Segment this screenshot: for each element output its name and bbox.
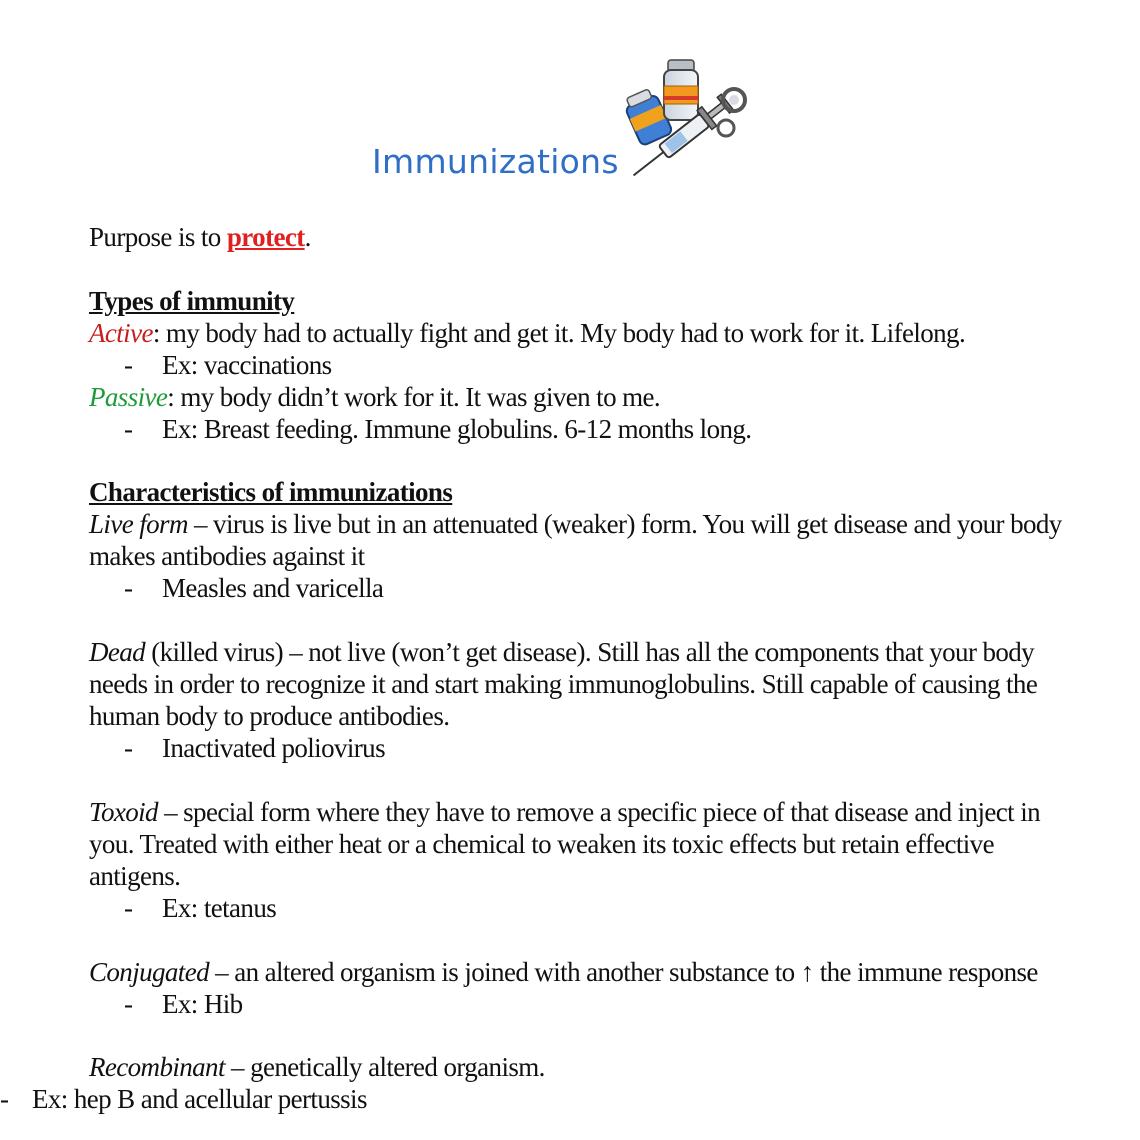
live-example [124, 572, 383, 604]
characteristics-heading: Characteristics of immunizations [89, 477, 453, 507]
bullet-dash: - [124, 350, 133, 380]
bullet-dash: - [124, 733, 133, 763]
dead-text-1: (killed virus) – not live (won’t get disease). Still has all the components that your body [145, 637, 1035, 667]
dead-line-1 [89, 636, 1034, 668]
bullet-dash: - [124, 573, 133, 603]
live-term: Live form [89, 509, 188, 539]
active-example-text: Ex: vaccinations [162, 350, 332, 380]
passive-example [124, 413, 751, 445]
toxoid-example-text: Ex: tetanus [162, 893, 277, 923]
purpose-prefix: Purpose is to [89, 222, 227, 252]
live-line-2: makes antibodies against it [89, 541, 365, 571]
live-line-1 [89, 508, 1062, 540]
conjugated-text: – an altered organism is joined with another substance to ↑ the immune response [209, 957, 1038, 987]
active-text: : my body had to actually fight and get it. My body had to work for it. Lifelong. [152, 318, 966, 348]
bullet-dash: - [124, 893, 133, 923]
vaccine-vials-syringe-icon [614, 56, 756, 180]
page-title: Immunizations [372, 142, 619, 181]
toxoid-term: Toxoid [89, 797, 158, 827]
dead-example [124, 732, 385, 764]
active-term: Active [89, 318, 153, 348]
conjugated-line [89, 956, 1038, 988]
passive-text: : my body didn’t work for it. It was given to me. [167, 382, 661, 412]
passive-term: Passive [89, 382, 168, 412]
recombinant-line [89, 1051, 545, 1083]
conjugated-example [124, 988, 243, 1020]
dead-term: Dead [89, 637, 146, 667]
bullet-dash: - [124, 989, 133, 1019]
toxoid-line-3: antigens. [89, 861, 181, 891]
recombinant-text: – genetically altered organism. [224, 1052, 545, 1082]
dead-line-2: needs in order to recognize it and start making immunoglobulins. Still capable of causing the [89, 669, 1038, 699]
dead-line-3: human body to produce antibodies. [89, 701, 450, 731]
toxoid-line-1 [89, 796, 1040, 828]
active-line [89, 317, 965, 349]
recombinant-term: Recombinant [89, 1052, 225, 1082]
toxoid-line-2: you. Treated with either heat or a chemical to weaken its toxic effects but retain effective [89, 829, 994, 859]
conjugated-term: Conjugated [89, 957, 209, 987]
passive-example-text: Ex: Breast feeding. Immune globulins. 6-12 months long. [162, 414, 752, 444]
recombinant-example [0, 1083, 367, 1115]
bullet-dash: - [124, 414, 133, 444]
active-example [124, 349, 332, 381]
purpose-keyword: protect [226, 222, 305, 252]
live-text-1: – virus is live but in an attenuated (weaker) form. You will get disease and your body [187, 509, 1062, 539]
dead-example-text: Inactivated poliovirus [162, 733, 385, 763]
live-example-text: Measles and varicella [162, 573, 384, 603]
conjugated-example-text: Ex: Hib [162, 989, 243, 1019]
purpose-line [89, 221, 311, 253]
purpose-suffix: . [304, 222, 311, 252]
bullet-dash: - [0, 1084, 9, 1114]
recombinant-example-text: Ex: hep B and acellular pertussis [32, 1084, 367, 1114]
passive-line [89, 381, 660, 413]
toxoid-example [124, 892, 276, 924]
toxoid-text-1: – special form where they have to remove a specific piece of that disease and inject in [157, 797, 1041, 827]
types-heading: Types of immunity [89, 286, 295, 316]
